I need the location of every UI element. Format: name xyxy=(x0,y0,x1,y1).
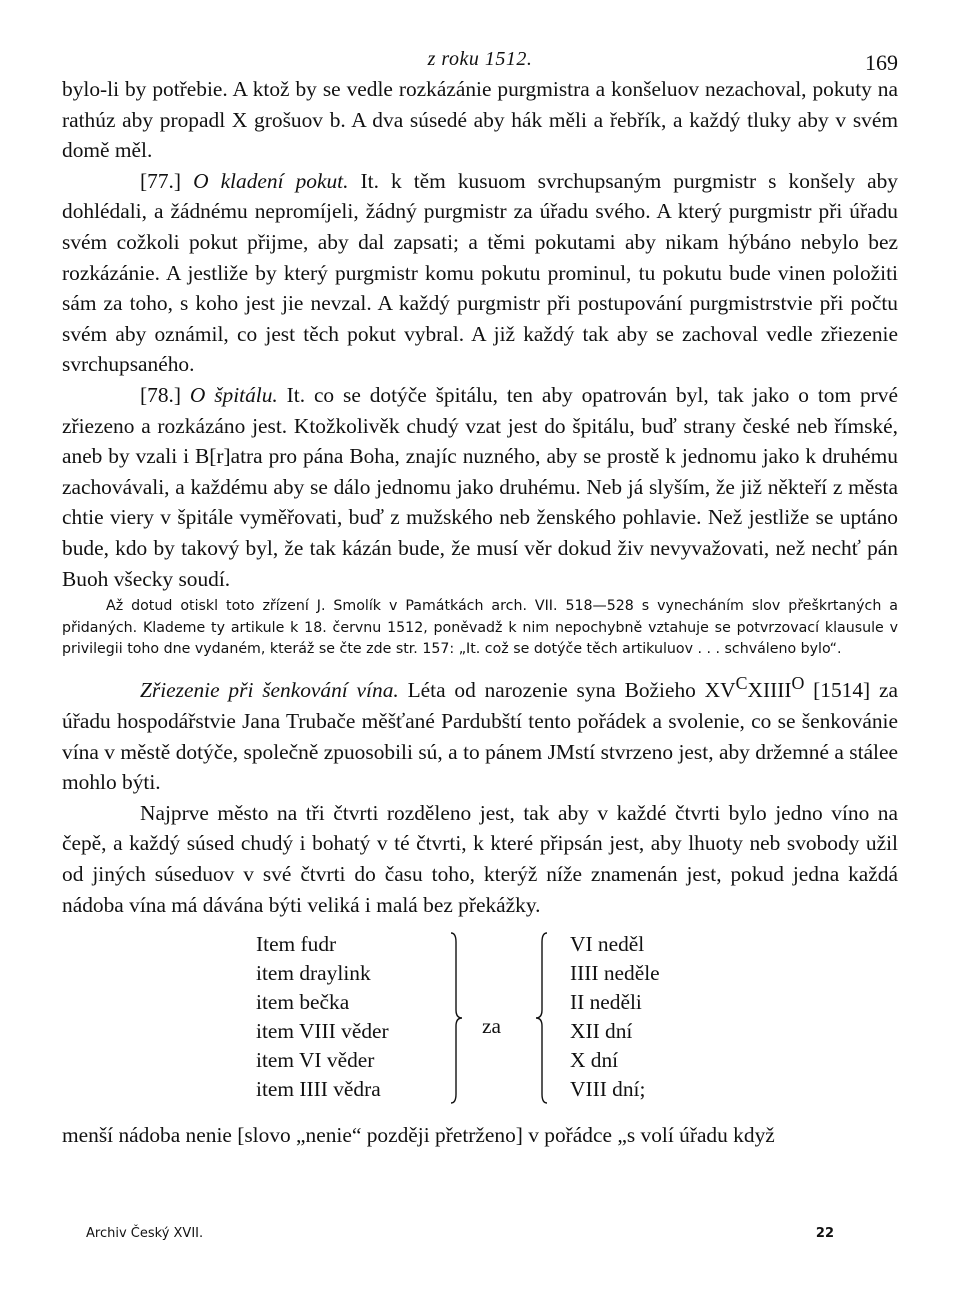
list-item: IIII neděle xyxy=(570,961,660,986)
article-77-title: O kladení pokut. xyxy=(193,168,349,193)
list-item: XII dní xyxy=(570,1019,633,1044)
page-number: 169 xyxy=(865,50,898,75)
page-header xyxy=(62,38,898,74)
signature-mark: Archiv Český XVII. xyxy=(86,1226,204,1241)
ordinance-title: Zřiezenie při šenkování vína. xyxy=(140,678,399,703)
left-brace-icon xyxy=(534,932,548,1104)
running-title: z roku 1512. xyxy=(427,48,533,70)
list-item: VIII dní; xyxy=(570,1077,646,1102)
list-item: Item fudr xyxy=(256,932,337,957)
wine-measure-list xyxy=(62,930,898,1116)
list-item: item IIII vědra xyxy=(256,1077,381,1102)
ordinance-text: [1514] za úřadu hospodářstvie Jana Trubače měšťané Pardubští tento pořádek a svolenie, co se šenkovánie vína v městě dotýče, společně zpuosobili sú, a to pánem JMstí stvrzeno jest, aby držemné a stálee mohlo býti. xyxy=(62,678,898,795)
right-brace-icon xyxy=(450,932,464,1104)
article-78 xyxy=(62,380,898,594)
closing-line: menší nádoba nenie [slovo „nenie“ později přetrženo] v pořádce „s volí úřadu když xyxy=(62,1123,775,1148)
ordinance-date-sup1: C xyxy=(735,673,748,694)
list-left-column xyxy=(256,930,389,1104)
list-right-column xyxy=(570,930,660,1104)
list-item: X dní xyxy=(570,1048,619,1073)
paragraph-continuation: bylo-li by potřebie. A ktož by se vedle rozkázánie purgmistra a konšeluov nezachoval, pokuty na rathúz aby propadl X grošuov b. A dva súsedé aby hák měli a řebřík, a každý tluky aby v svém domě měl. xyxy=(62,77,898,163)
list-item: VI neděl xyxy=(570,932,645,957)
list-item: item VIII věder xyxy=(256,1019,389,1044)
article-77-text: It. k těm kusuom svrchupsaným purgmistr s konšely aby dohlédali, a žádnému nepromíjeli, žádný purgmistr za úřadu svého. A který purgmistr při úřadu svém cožkoli pokut přijme, aby dal zapsati; a těmi pokutami aby nikam hýbáno nebylo bez rozkázánie. A jestliže by který purgmistr komu pokutu prominul, tu pokutu bude vinen položiti sám za toho, s koho jest jie nevzal. A každý purgmistr při postupování purgmistrstvie při počtu svém aby oznámil, co jest těch pokut vybral. A již každý tak aby se zachoval vedle zřiezenie svrchupsaného. xyxy=(62,168,898,377)
ordinance-date-a: Léta od narozenie syna Božieho XV xyxy=(407,678,736,703)
list-item: II neděli xyxy=(570,990,642,1015)
list-item: item bečka xyxy=(256,990,350,1015)
article-78-text: It. co se dotýče špitálu, ten aby opatrován byl, tak jako o tom prvé zřiezeno a rozkázáno jest. Ktožkolivěk chudý vzat jest do špitálu, buď strany české neb římské, aneb by vzali i B[r]atra pro pána Boha, znajíc nuzného, aby se prostě k jednomu jako k druhému zachovávali, a každému aby se dálo jednomu jako druhému. Neb já slyším, že již někteří z města chtie viery v špitále vyměřovati, buď z mužského neb ženského pohlavie. Než jestliže se uptáno bude, kdo by takový byl, že tak kázán bude, že musí věr dokud živ nevyvažovati, než nechť pán Buoh všecky soudí. xyxy=(62,382,898,591)
editorial-note xyxy=(62,596,898,660)
list-item: item VI věder xyxy=(256,1048,375,1073)
list-item: item draylink xyxy=(256,961,371,986)
list-connector: za xyxy=(482,1014,501,1039)
article-77 xyxy=(62,166,898,380)
sheet-number: 22 xyxy=(815,1226,834,1241)
document-page xyxy=(62,38,898,1151)
editorial-note-text: Až dotud otiskl toto zřízení J. Smolík v Památkách arch. VII. 518—528 s vynecháním slov přeškrtaných a přidaných. Klademe ty artikule k 18. červnu 1512, poněvadž k nim nepochybně vztahuje se potvrzovací klausule v privilegii toho dne vydaném, kteráž se čte zde str. 157: „It. což se dotýče těch artikuluov . . . schváleno bylo“. xyxy=(62,598,898,657)
article-78-title: O špitálu. xyxy=(189,382,278,407)
ordinance-date-b: XIIII xyxy=(747,678,792,703)
article-77-number: [77.] xyxy=(140,168,181,193)
ordinance-paragraph: Najprve město na tři čtvrti rozděleno jest, tak aby v každé čtvrti bylo jedno víno na čepě, a každý súsed chudý i bohatý v té čtvrti, k které připsán jest, aby lhuoty neb svobody užil od jiných súseduov v své čtvrti do času toho, kterýž níže znamenán jest, pokud jedna každá nádoba vína má dávána býti veliká i malá bez překážky. xyxy=(62,800,898,917)
ordinance-intro xyxy=(62,668,898,798)
article-78-number: [78.] xyxy=(140,382,181,407)
ordinance-date-sup2: O xyxy=(791,673,805,694)
